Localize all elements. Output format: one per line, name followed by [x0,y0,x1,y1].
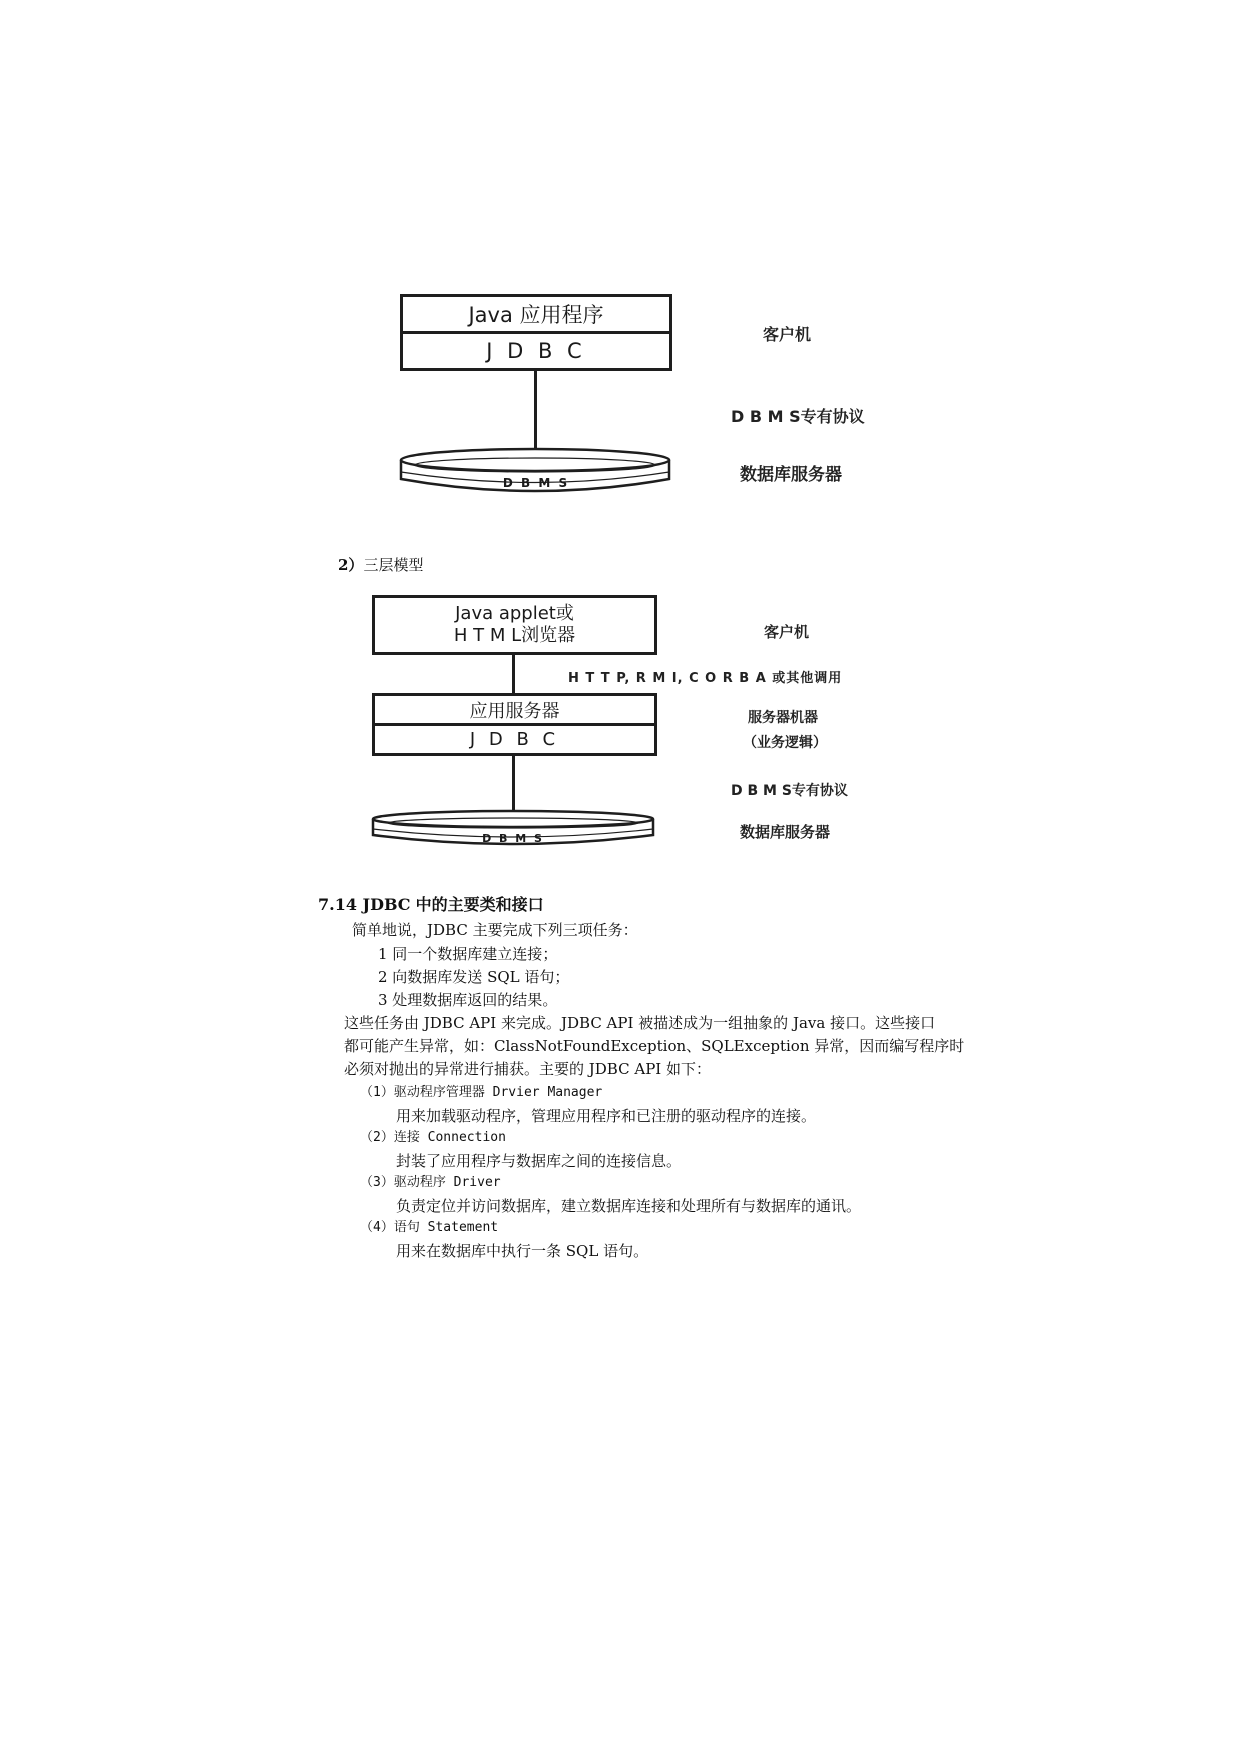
task-item: 1 同一个数据库建立连接； [378,945,558,963]
api-item-title: （4）语句 Statement [360,1220,499,1235]
java-app-box [400,294,672,334]
server-machine-label: 服务器机器 [748,710,818,726]
app-server-box-label: 应用服务器 [469,700,560,722]
jdbc-box-2 [372,723,657,756]
java-app-box-label: Java 应用程序 [468,303,604,327]
api-item-desc: 用来在数据库中执行一条 SQL 语句。 [396,1242,649,1260]
intro-text: 简单地说，JDBC 主要完成下列三项任务： [352,921,638,939]
paragraph-line: 必须对抛出的异常进行捕获。主要的 JDBC API 如下： [344,1060,711,1078]
section-7-14-heading [318,895,544,915]
paragraph-line: 都可能产生异常，如：ClassNotFoundException、SQLException 异常，因而编写程序时 [344,1037,965,1055]
task-item: 2 向数据库发送 SQL 语句； [378,968,570,986]
client-label: 客户机 [763,325,812,344]
app-server-box [372,693,657,726]
dbms-protocol-label-2: D B M S专有协议 [731,783,848,799]
client-box-line2: H T M L浏览器 [453,625,576,646]
section-7-14-number: 7.14 JDBC [318,895,411,914]
three-tier-heading [338,555,423,575]
task-item: 3 处理数据库返回的结果。 [378,991,558,1009]
api-item-desc: 封装了应用程序与数据库之间的连接信息。 [396,1152,682,1170]
dbms-disk-label-2: D B M S [482,832,544,845]
jdbc-box-2-label: J D B C [469,729,560,750]
jdbc-box [400,331,672,371]
three-tier-heading-number: 2） [338,556,364,574]
client-label-2: 客户机 [764,623,810,641]
paragraph-line: 这些任务由 JDBC API 来完成。JDBC API 被描述成为一组抽象的 Java 接口。这些接口 [344,1014,936,1032]
jdbc-box-label: J D B C [486,339,586,363]
dbms-connector-line [512,756,515,814]
client-box-line1: Java applet或 [455,603,574,624]
api-item-title: （2）连接 Connection [360,1130,506,1145]
client-box [372,595,657,655]
api-item-title: （1）驱动程序管理器 Drvier Manager [360,1085,603,1100]
three-tier-heading-title: 三层模型 [363,556,424,574]
api-item-desc: 用来加载驱动程序，管理应用程序和已注册的驱动程序的连接。 [396,1107,817,1125]
api-item-desc: 负责定位并访问数据库，建立数据库连接和处理所有与数据库的通讯。 [396,1197,862,1215]
dbms-disk-label: D B M S [502,476,570,490]
db-server-label: 数据库服务器 [740,465,842,485]
api-item-title: （3）驱动程序 Driver [360,1175,501,1190]
section-7-14-title: 中的主要类和接口 [415,895,544,914]
connector-line [534,371,537,454]
dbms-protocol-label: D B M S专有协议 [731,407,865,426]
http-connector-line [512,655,515,695]
business-logic-label: （业务逻辑） [743,735,827,751]
db-server-label-2: 数据库服务器 [740,823,831,841]
http-rmi-corba-label: H T T P, R M I, C O R B A 或其他调用 [568,671,843,686]
